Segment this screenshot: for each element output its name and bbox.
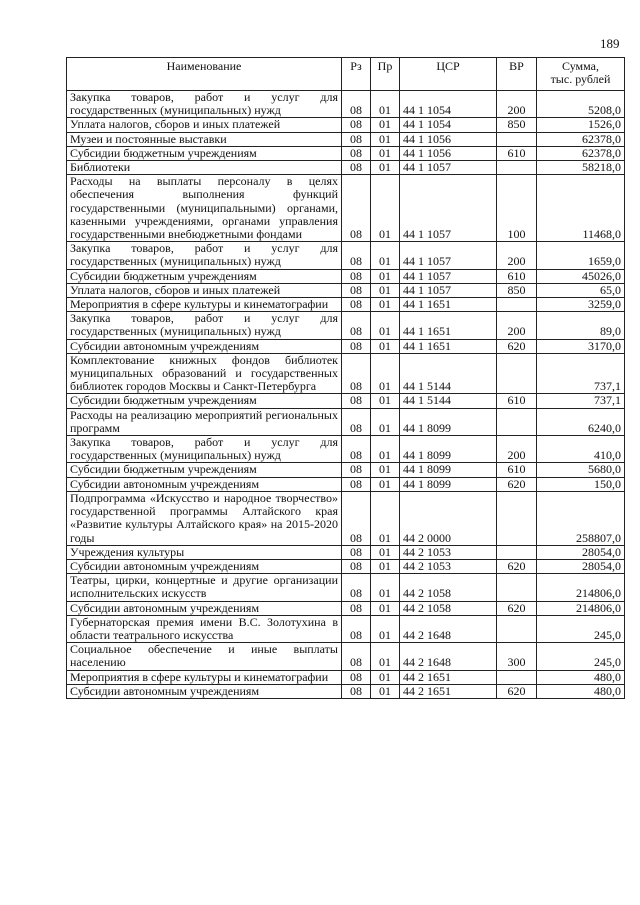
table-row — [67, 436, 625, 463]
row-csr-cell: 44 1 1057 — [400, 175, 497, 242]
table-row — [67, 269, 625, 283]
row-name-cell: Подпрограмма «Искусство и народное творчество» государственной программы Алтайского края «Развитие культуры Алтайского края» на 2015-2020 годы — [67, 491, 342, 545]
row-sum-cell: 58218,0 — [537, 161, 625, 175]
header-sum — [537, 58, 625, 91]
row-pr-cell: 01 — [371, 146, 400, 160]
row-sum-cell: 480,0 — [537, 684, 625, 698]
row-name-cell: Социальное обеспечение и иные выплаты населению — [67, 643, 342, 670]
row-rz-cell: 08 — [342, 269, 371, 283]
row-name-cell: Субсидии автономным учреждениям — [67, 559, 342, 573]
page-number: 189 — [600, 36, 620, 51]
row-csr-cell: 44 2 1648 — [400, 643, 497, 670]
row-vr-cell: 610 — [497, 463, 537, 477]
table-row — [67, 242, 625, 269]
table-row — [67, 312, 625, 339]
row-vr-cell: 200 — [497, 436, 537, 463]
row-sum-cell: 5680,0 — [537, 463, 625, 477]
row-rz-cell: 08 — [342, 283, 371, 297]
row-name-cell: Музеи и постоянные выставки — [67, 132, 342, 146]
row-csr-cell: 44 2 1053 — [400, 545, 497, 559]
row-csr-cell: 44 1 1054 — [400, 118, 497, 132]
table-body — [67, 91, 625, 699]
row-csr-cell: 44 1 5144 — [400, 353, 497, 394]
row-csr-cell: 44 2 1058 — [400, 601, 497, 615]
row-sum-cell: 737,1 — [537, 394, 625, 408]
row-rz-cell: 08 — [342, 353, 371, 394]
row-rz-cell: 08 — [342, 491, 371, 545]
row-csr-cell: 44 1 1057 — [400, 269, 497, 283]
row-name-cell: Театры, цирки, концертные и другие организации исполнительских искусств — [67, 574, 342, 601]
row-rz-cell: 08 — [342, 339, 371, 353]
table-row — [67, 670, 625, 684]
row-csr-cell: 44 1 1057 — [400, 161, 497, 175]
row-vr-cell — [497, 161, 537, 175]
row-rz-cell: 08 — [342, 132, 371, 146]
row-name-cell: Расходы на выплаты персоналу в целях обеспечения выполнения функций государственными (муниципальными) органами, казенными учреждениями, органами управления государственными внебюджетными фондами — [67, 175, 342, 242]
row-rz-cell: 08 — [342, 559, 371, 573]
row-sum-cell: 11468,0 — [537, 175, 625, 242]
row-pr-cell: 01 — [371, 491, 400, 545]
row-csr-cell: 44 2 1651 — [400, 684, 497, 698]
row-vr-cell: 610 — [497, 146, 537, 160]
table-row — [67, 298, 625, 312]
row-rz-cell: 08 — [342, 408, 371, 435]
header-rz: Рз — [342, 58, 371, 91]
row-name-cell: Комплектование книжных фондов библиотек муниципальных образований и государственных библиотек городов Москвы и Санкт-Петербурга — [67, 353, 342, 394]
row-sum-cell: 737,1 — [537, 353, 625, 394]
row-rz-cell: 08 — [342, 615, 371, 642]
row-name-cell: Субсидии автономным учреждениям — [67, 684, 342, 698]
table-row — [67, 118, 625, 132]
row-sum-cell: 62378,0 — [537, 146, 625, 160]
row-name-cell: Субсидии бюджетным учреждениям — [67, 146, 342, 160]
row-vr-cell — [497, 670, 537, 684]
row-rz-cell: 08 — [342, 91, 371, 118]
row-name-cell: Губернаторская премия имени В.С. Золотухина в области театрального искусства — [67, 615, 342, 642]
row-rz-cell: 08 — [342, 463, 371, 477]
row-sum-cell: 214806,0 — [537, 601, 625, 615]
row-sum-cell: 480,0 — [537, 670, 625, 684]
table-row — [67, 91, 625, 118]
row-csr-cell: 44 1 1056 — [400, 146, 497, 160]
row-sum-cell: 65,0 — [537, 283, 625, 297]
row-pr-cell: 01 — [371, 269, 400, 283]
row-csr-cell: 44 2 1058 — [400, 574, 497, 601]
row-csr-cell: 44 1 8099 — [400, 463, 497, 477]
row-name-cell: Мероприятия в сфере культуры и кинематографии — [67, 670, 342, 684]
row-pr-cell: 01 — [371, 118, 400, 132]
row-vr-cell: 100 — [497, 175, 537, 242]
row-name-cell: Закупка товаров, работ и услуг для государственных (муниципальных) нужд — [67, 436, 342, 463]
row-sum-cell: 62378,0 — [537, 132, 625, 146]
row-pr-cell: 01 — [371, 298, 400, 312]
row-name-cell: Закупка товаров, работ и услуг для государственных (муниципальных) нужд — [67, 91, 342, 118]
row-name-cell: Уплата налогов, сборов и иных платежей — [67, 118, 342, 132]
row-name-cell: Расходы на реализацию мероприятий региональных программ — [67, 408, 342, 435]
row-rz-cell: 08 — [342, 394, 371, 408]
row-sum-cell: 1526,0 — [537, 118, 625, 132]
table-row — [67, 559, 625, 573]
row-rz-cell: 08 — [342, 477, 371, 491]
row-vr-cell: 620 — [497, 339, 537, 353]
row-rz-cell: 08 — [342, 643, 371, 670]
row-vr-cell — [497, 491, 537, 545]
table-header-row — [67, 58, 625, 91]
row-csr-cell: 44 1 1651 — [400, 339, 497, 353]
row-vr-cell: 200 — [497, 91, 537, 118]
row-vr-cell — [497, 408, 537, 435]
row-vr-cell: 620 — [497, 559, 537, 573]
row-name-cell: Субсидии автономным учреждениям — [67, 477, 342, 491]
row-rz-cell: 08 — [342, 670, 371, 684]
table-row — [67, 146, 625, 160]
row-sum-cell: 89,0 — [537, 312, 625, 339]
row-name-cell: Субсидии бюджетным учреждениям — [67, 394, 342, 408]
table-row — [67, 283, 625, 297]
row-pr-cell: 01 — [371, 91, 400, 118]
row-pr-cell: 01 — [371, 615, 400, 642]
row-pr-cell: 01 — [371, 601, 400, 615]
row-vr-cell: 850 — [497, 118, 537, 132]
row-rz-cell: 08 — [342, 298, 371, 312]
row-sum-cell: 150,0 — [537, 477, 625, 491]
row-name-cell: Учреждения культуры — [67, 545, 342, 559]
row-pr-cell: 01 — [371, 670, 400, 684]
row-name-cell: Мероприятия в сфере культуры и кинематографии — [67, 298, 342, 312]
table-row — [67, 161, 625, 175]
row-rz-cell: 08 — [342, 242, 371, 269]
row-rz-cell: 08 — [342, 161, 371, 175]
row-vr-cell — [497, 353, 537, 394]
row-vr-cell — [497, 615, 537, 642]
table-row — [67, 491, 625, 545]
table-row — [67, 684, 625, 698]
row-name-cell: Субсидии автономным учреждениям — [67, 339, 342, 353]
row-vr-cell: 620 — [497, 601, 537, 615]
table-row — [67, 463, 625, 477]
row-csr-cell: 44 1 8099 — [400, 408, 497, 435]
row-name-cell: Субсидии автономным учреждениям — [67, 601, 342, 615]
table-row — [67, 353, 625, 394]
row-pr-cell: 01 — [371, 436, 400, 463]
header-sum-line1: Сумма, — [562, 59, 599, 73]
table-row — [67, 545, 625, 559]
table-row — [67, 339, 625, 353]
row-pr-cell: 01 — [371, 545, 400, 559]
row-sum-cell: 410,0 — [537, 436, 625, 463]
row-vr-cell — [497, 574, 537, 601]
row-pr-cell: 01 — [371, 339, 400, 353]
header-sum-line2: тыс. рублей — [550, 72, 611, 86]
row-sum-cell: 245,0 — [537, 643, 625, 670]
row-rz-cell: 08 — [342, 312, 371, 339]
row-pr-cell: 01 — [371, 574, 400, 601]
row-vr-cell: 200 — [497, 312, 537, 339]
row-sum-cell: 258807,0 — [537, 491, 625, 545]
row-csr-cell: 44 1 1057 — [400, 242, 497, 269]
budget-table — [66, 57, 625, 699]
row-sum-cell: 245,0 — [537, 615, 625, 642]
row-pr-cell: 01 — [371, 477, 400, 491]
row-pr-cell: 01 — [371, 353, 400, 394]
row-pr-cell: 01 — [371, 283, 400, 297]
table-row — [67, 175, 625, 242]
row-sum-cell: 5208,0 — [537, 91, 625, 118]
row-csr-cell: 44 1 1057 — [400, 283, 497, 297]
row-vr-cell: 610 — [497, 394, 537, 408]
row-rz-cell: 08 — [342, 601, 371, 615]
row-sum-cell: 1659,0 — [537, 242, 625, 269]
row-vr-cell: 620 — [497, 477, 537, 491]
header-name: Наименование — [67, 58, 342, 91]
header-vr: ВР — [497, 58, 537, 91]
table-row — [67, 477, 625, 491]
row-vr-cell — [497, 298, 537, 312]
row-csr-cell: 44 1 5144 — [400, 394, 497, 408]
table-row — [67, 574, 625, 601]
row-rz-cell: 08 — [342, 175, 371, 242]
table-row — [67, 408, 625, 435]
header-pr: Пр — [371, 58, 400, 91]
row-vr-cell: 300 — [497, 643, 537, 670]
row-name-cell: Библиотеки — [67, 161, 342, 175]
row-sum-cell: 3170,0 — [537, 339, 625, 353]
row-pr-cell: 01 — [371, 242, 400, 269]
row-csr-cell: 44 1 1054 — [400, 91, 497, 118]
row-rz-cell: 08 — [342, 684, 371, 698]
row-rz-cell: 08 — [342, 545, 371, 559]
row-rz-cell: 08 — [342, 118, 371, 132]
row-sum-cell: 6240,0 — [537, 408, 625, 435]
row-vr-cell: 620 — [497, 684, 537, 698]
row-pr-cell: 01 — [371, 132, 400, 146]
row-pr-cell: 01 — [371, 408, 400, 435]
row-rz-cell: 08 — [342, 574, 371, 601]
row-name-cell: Субсидии бюджетным учреждениям — [67, 463, 342, 477]
row-vr-cell: 850 — [497, 283, 537, 297]
row-sum-cell: 3259,0 — [537, 298, 625, 312]
row-csr-cell: 44 1 1056 — [400, 132, 497, 146]
row-pr-cell: 01 — [371, 643, 400, 670]
row-pr-cell: 01 — [371, 684, 400, 698]
row-rz-cell: 08 — [342, 436, 371, 463]
row-name-cell: Субсидии бюджетным учреждениям — [67, 269, 342, 283]
row-pr-cell: 01 — [371, 559, 400, 573]
row-sum-cell: 28054,0 — [537, 559, 625, 573]
row-csr-cell: 44 2 1648 — [400, 615, 497, 642]
table-row — [67, 601, 625, 615]
row-sum-cell: 214806,0 — [537, 574, 625, 601]
row-sum-cell: 28054,0 — [537, 545, 625, 559]
row-csr-cell: 44 2 1651 — [400, 670, 497, 684]
row-csr-cell: 44 2 1053 — [400, 559, 497, 573]
row-vr-cell: 200 — [497, 242, 537, 269]
row-csr-cell: 44 1 8099 — [400, 436, 497, 463]
row-pr-cell: 01 — [371, 312, 400, 339]
table-row — [67, 132, 625, 146]
row-rz-cell: 08 — [342, 146, 371, 160]
row-csr-cell: 44 1 1651 — [400, 298, 497, 312]
row-vr-cell: 610 — [497, 269, 537, 283]
row-pr-cell: 01 — [371, 175, 400, 242]
row-name-cell: Уплата налогов, сборов и иных платежей — [67, 283, 342, 297]
table-row — [67, 643, 625, 670]
table-row — [67, 394, 625, 408]
row-vr-cell — [497, 545, 537, 559]
row-name-cell: Закупка товаров, работ и услуг для государственных (муниципальных) нужд — [67, 312, 342, 339]
row-pr-cell: 01 — [371, 394, 400, 408]
row-csr-cell: 44 1 1651 — [400, 312, 497, 339]
row-pr-cell: 01 — [371, 161, 400, 175]
header-csr: ЦСР — [400, 58, 497, 91]
row-pr-cell: 01 — [371, 463, 400, 477]
row-csr-cell: 44 1 8099 — [400, 477, 497, 491]
row-name-cell: Закупка товаров, работ и услуг для государственных (муниципальных) нужд — [67, 242, 342, 269]
row-csr-cell: 44 2 0000 — [400, 491, 497, 545]
row-sum-cell: 45026,0 — [537, 269, 625, 283]
table-row — [67, 615, 625, 642]
row-vr-cell — [497, 132, 537, 146]
